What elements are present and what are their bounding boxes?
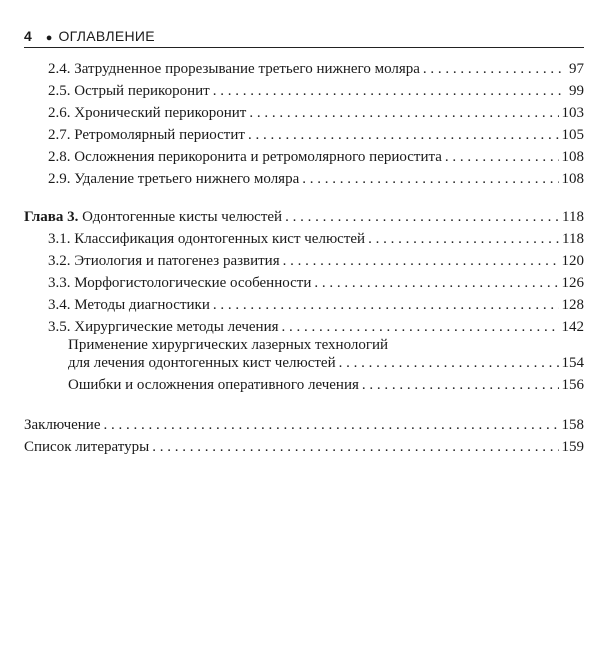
toc-entry-label: 2.9. Удаление третьего нижнего моляра (48, 171, 300, 187)
leader-dots (423, 58, 566, 80)
toc-entry-label: 2.4. Затрудненное прорезывание третьего нижнего моляра (48, 61, 420, 77)
toc-entry-label: 3.5. Хирургические методы лечения (48, 319, 279, 335)
section-title: ОГЛАВЛЕНИЕ (58, 28, 155, 44)
toc-entry-page: 156 (561, 377, 584, 393)
toc-entry-page: 154 (561, 355, 584, 371)
leader-dots (368, 228, 559, 250)
toc-entry-2-7[interactable] (48, 124, 584, 146)
leader-dots (445, 146, 559, 168)
toc-entry-page: 120 (561, 253, 584, 269)
toc-entry-3-2[interactable] (48, 250, 584, 272)
toc-entry-2-4[interactable] (48, 58, 584, 80)
toc-entry-page: 118 (562, 231, 584, 247)
toc-entry-page: 105 (561, 127, 584, 143)
toc-entry-3-3[interactable] (48, 272, 584, 294)
leader-dots (302, 168, 558, 190)
header-rule (24, 47, 584, 48)
toc-entry-2-9[interactable] (48, 168, 584, 190)
toc-entry-page: 103 (561, 105, 584, 121)
toc-entry-label: 3.2. Этиология и патогенез развития (48, 253, 280, 269)
toc-entry-label: 2.7. Ретромолярный периостит (48, 127, 245, 143)
leader-dots (249, 102, 558, 124)
toc-subentry-laser-line1: Применение хирургических лазерных технологий (68, 337, 389, 353)
toc-entry-label: Ошибки и осложнения оперативного лечения (68, 377, 359, 393)
toc-entry-label: 2.8. Осложнения перикоронита и ретромолярного периостита (48, 149, 442, 165)
chapter-title: Одонтогенные кисты челюстей (78, 209, 283, 225)
toc-entry-page: 159 (561, 439, 584, 455)
toc-entry-page: 108 (561, 149, 584, 165)
toc-chapter-3[interactable] (24, 206, 584, 228)
toc-entry-page: 99 (569, 83, 584, 99)
toc-entry-2-6[interactable] (48, 102, 584, 124)
toc-entry-page: 126 (561, 275, 584, 291)
leader-dots (283, 250, 559, 272)
toc-entry-label: Список литературы (24, 439, 150, 455)
leader-dots (152, 436, 558, 458)
leader-dots (248, 124, 559, 146)
leader-dots (104, 414, 559, 436)
toc-entry-conclusion[interactable] (24, 414, 584, 436)
bullet-icon: ● (45, 32, 53, 44)
toc-entry-2-5[interactable] (48, 80, 584, 102)
toc-entry-label: 2.6. Хронический перикоронит (48, 105, 247, 121)
leader-dots (314, 272, 558, 294)
page-number: 4 (24, 28, 32, 44)
toc-entry-2-8[interactable] (48, 146, 584, 168)
leader-dots (339, 352, 559, 374)
toc-subentry-laser[interactable] (68, 352, 584, 374)
toc-entry-page: 128 (561, 297, 584, 313)
toc-entry-page: 97 (569, 61, 584, 77)
toc-entry-label: 2.5. Острый перикоронит (48, 83, 210, 99)
leader-dots (213, 294, 559, 316)
leader-dots (362, 374, 559, 396)
toc-entry-3-4[interactable] (48, 294, 584, 316)
toc-entry-label: Заключение (24, 417, 101, 433)
running-header (24, 25, 584, 47)
toc-entry-label: 3.1. Классификация одонтогенных кист челюстей (48, 231, 366, 247)
toc-entry-label: 3.3. Морфогистологические особенности (48, 275, 312, 291)
toc-entry-references[interactable] (24, 436, 584, 458)
toc-entry-page: 108 (561, 171, 584, 187)
toc-entry-label: 3.4. Методы диагностики (48, 297, 210, 313)
toc-entry-label: для лечения одонтогенных кист челюстей (68, 355, 336, 371)
toc-entry-page: 118 (562, 209, 584, 225)
toc-entry-page: 158 (561, 417, 584, 433)
toc-entry-page: 142 (561, 319, 584, 335)
chapter-prefix: Глава 3. (24, 209, 79, 225)
leader-dots (285, 206, 559, 228)
leader-dots (213, 80, 566, 102)
toc-subentry-errors[interactable] (68, 374, 584, 396)
toc-entry-3-1[interactable] (48, 228, 584, 250)
